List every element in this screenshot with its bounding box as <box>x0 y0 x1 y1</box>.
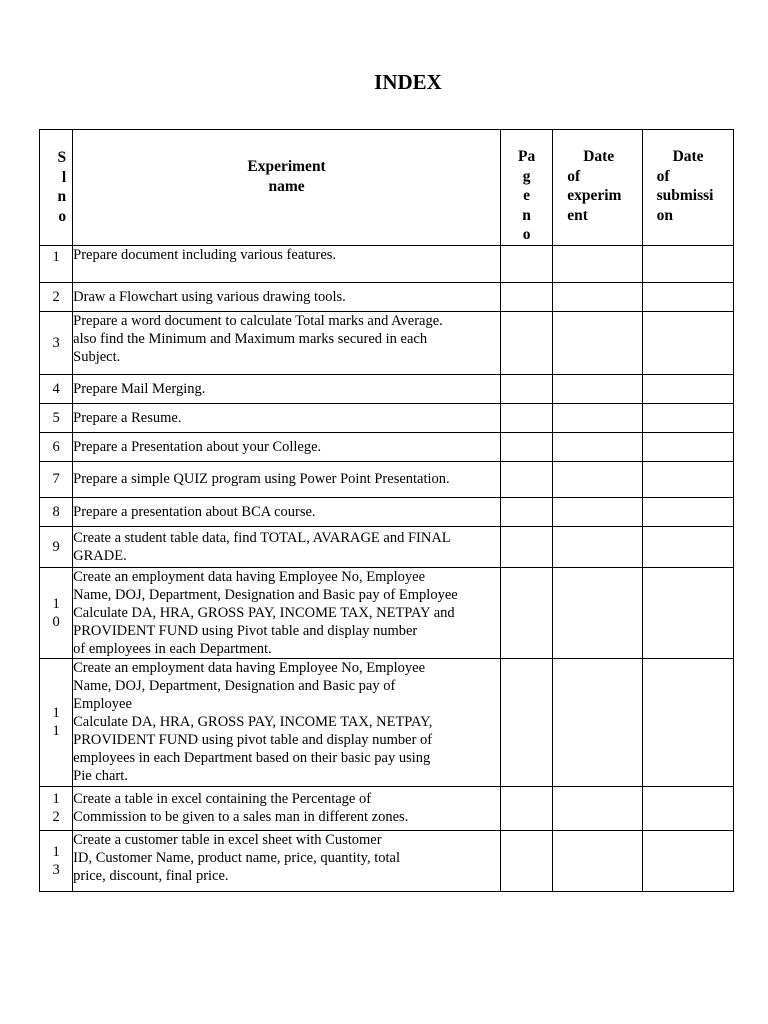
sl-no-digit: 1 <box>52 723 60 739</box>
date-of-experiment-cell <box>553 245 642 282</box>
experiment-line: Name, DOJ, Department, Designation and Basic pay of <box>73 677 396 694</box>
sl-no-digit: 7 <box>52 471 60 487</box>
header-date-exp-line: ent <box>567 206 588 224</box>
sl-no-digit: 1 <box>52 705 60 721</box>
experiment-line: Name, DOJ, Department, Designation and Basic pay of Employee <box>73 586 458 603</box>
date-of-experiment-cell <box>553 282 642 311</box>
page-no-cell <box>500 403 552 432</box>
date-of-submission-cell <box>642 830 733 891</box>
header-sl-char: S <box>57 149 67 166</box>
experiment-line: Employee <box>73 695 132 712</box>
experiment-line: Calculate DA, HRA, GROSS PAY, INCOME TAX, NETPAY and <box>73 604 455 621</box>
experiment-name-cell <box>73 830 501 891</box>
table-row <box>40 245 734 282</box>
experiment-line: employees in each Department based on their basic pay using <box>73 749 431 766</box>
sl-no-digit: 1 <box>52 791 60 807</box>
sl-no-digit: 8 <box>52 503 60 520</box>
date-of-experiment-cell <box>553 658 642 786</box>
sl-no-digit: 5 <box>52 409 60 426</box>
date-of-experiment-cell <box>553 311 642 374</box>
experiment-line: Prepare a Presentation about your College. <box>73 438 322 455</box>
experiment-name-cell <box>73 374 501 403</box>
experiment-name-cell <box>73 403 501 432</box>
sl-no-cell <box>40 245 73 282</box>
sl-no-cell <box>40 658 73 786</box>
date-of-experiment-cell <box>553 497 642 526</box>
page-no-cell <box>500 658 552 786</box>
experiment-line: Draw a Flowchart using various drawing tools. <box>73 288 346 305</box>
experiment-line: GRADE. <box>73 547 127 564</box>
date-of-experiment-cell <box>553 374 642 403</box>
sl-no-cell <box>40 432 73 461</box>
sl-no-digit: 3 <box>52 861 60 878</box>
table-row <box>40 374 734 403</box>
header-date-sub-line: Date <box>672 148 704 165</box>
header-experiment-name <box>73 130 501 246</box>
table-row <box>40 432 734 461</box>
experiment-line: PROVIDENT FUND using pivot table and display number of <box>73 731 433 748</box>
date-of-experiment-cell <box>553 567 642 658</box>
header-date-exp-line: of <box>567 167 581 185</box>
date-of-experiment-cell <box>553 461 642 497</box>
date-of-submission-cell <box>642 374 733 403</box>
sl-no-cell <box>40 526 73 567</box>
experiment-line: of employees in each Department. <box>73 640 272 657</box>
page-title: INDEX <box>374 70 442 94</box>
sl-no-cell <box>40 374 73 403</box>
page-no-cell <box>500 526 552 567</box>
date-of-experiment-cell <box>553 830 642 891</box>
experiment-line: Prepare document including various features. <box>73 246 337 263</box>
experiment-line: Create an employment data having Employee No, Employee <box>73 568 426 585</box>
page-no-cell <box>500 432 552 461</box>
date-of-submission-cell <box>642 526 733 567</box>
header-page-char: g <box>522 167 531 185</box>
header-sl-no <box>40 130 73 246</box>
sl-no-digit: 6 <box>52 438 60 455</box>
sl-no-digit: 0 <box>52 613 60 630</box>
experiment-line: Subject. <box>73 348 121 365</box>
table-row <box>40 461 734 497</box>
header-date-of-experiment <box>553 130 642 246</box>
header-page-char: Pa <box>517 148 536 165</box>
sl-no-digit: 3 <box>52 334 60 351</box>
sl-no-digit: 1 <box>52 595 60 612</box>
table-row <box>40 403 734 432</box>
index-table <box>39 129 734 892</box>
table-row <box>40 282 734 311</box>
experiment-line: ID, Customer Name, product name, price, quantity, total <box>73 849 400 866</box>
date-of-experiment-cell <box>553 403 642 432</box>
experiment-line: Prepare Mail Merging. <box>73 380 206 397</box>
sl-no-digit: 2 <box>52 809 60 825</box>
header-experiment-line: Experiment <box>247 158 326 175</box>
sl-no-cell <box>40 311 73 374</box>
page-no-cell <box>500 497 552 526</box>
table-row <box>40 311 734 374</box>
sl-no-cell <box>40 786 73 830</box>
table-row <box>40 497 734 526</box>
experiment-line: Prepare a simple QUIZ program using Power Point Presentation. <box>73 471 450 487</box>
sl-no-cell <box>40 461 73 497</box>
header-row <box>40 130 734 246</box>
page-no-cell <box>500 311 552 374</box>
experiment-name-cell <box>73 461 501 497</box>
sl-no-digit: 4 <box>52 380 60 397</box>
date-of-submission-cell <box>642 658 733 786</box>
date-of-submission-cell <box>642 567 733 658</box>
experiment-line: Create a student table data, find TOTAL, AVARAGE and FINAL <box>73 529 451 546</box>
sl-no-digit: 1 <box>52 843 60 860</box>
experiment-line: Calculate DA, HRA, GROSS PAY, INCOME TAX, NETPAY, <box>73 713 433 730</box>
page-no-cell <box>500 461 552 497</box>
date-of-submission-cell <box>642 497 733 526</box>
sl-no-cell <box>40 282 73 311</box>
table-row <box>40 567 734 658</box>
page-no-cell <box>500 282 552 311</box>
experiment-line: Prepare a word document to calculate Total marks and Average. <box>73 312 443 329</box>
date-of-submission-cell <box>642 786 733 830</box>
experiment-line: Create a customer table in excel sheet with Customer <box>73 831 382 848</box>
page-no-cell <box>500 830 552 891</box>
table-row <box>40 830 734 891</box>
date-of-experiment-cell <box>553 526 642 567</box>
sl-no-cell <box>40 403 73 432</box>
page-no-cell <box>500 786 552 830</box>
header-sl-char: n <box>57 188 67 205</box>
experiment-line: Pie chart. <box>73 767 128 784</box>
header-date-of-submission <box>642 130 733 246</box>
header-page-no <box>500 130 552 246</box>
header-date-exp-line: experim <box>567 187 622 204</box>
experiment-name-cell <box>73 526 501 567</box>
header-date-sub-line: submissi <box>656 187 714 204</box>
experiment-line: Prepare a presentation about BCA course. <box>73 503 316 520</box>
experiment-name-cell <box>73 282 501 311</box>
header-date-sub-line: of <box>656 167 670 185</box>
experiment-line: price, discount, final price. <box>73 867 229 884</box>
table-row <box>40 786 734 830</box>
header-date-sub-line: on <box>656 206 673 224</box>
table-row <box>40 658 734 786</box>
date-of-submission-cell <box>642 282 733 311</box>
experiment-name-cell <box>73 567 501 658</box>
sl-no-cell <box>40 830 73 891</box>
sl-no-cell <box>40 497 73 526</box>
sl-no-cell <box>40 567 73 658</box>
date-of-experiment-cell <box>553 432 642 461</box>
experiment-line: Create a table in excel containing the Percentage of <box>73 791 372 807</box>
page-no-cell <box>500 374 552 403</box>
header-page-char: o <box>522 226 531 243</box>
experiment-name-cell <box>73 432 501 461</box>
experiment-line: Create an employment data having Employee No, Employee <box>73 659 426 676</box>
sl-no-digit: 2 <box>52 288 60 305</box>
experiment-line: PROVIDENT FUND using Pivot table and display number <box>73 622 418 639</box>
sl-no-digit: 1 <box>52 248 60 265</box>
experiment-name-cell <box>73 245 501 282</box>
experiment-line: Prepare a Resume. <box>73 409 182 426</box>
header-date-exp-line: Date <box>583 148 615 165</box>
experiment-name-cell <box>73 311 501 374</box>
experiment-name-cell <box>73 658 501 786</box>
date-of-submission-cell <box>642 432 733 461</box>
header-experiment-line: name <box>268 177 305 195</box>
date-of-submission-cell <box>642 403 733 432</box>
sl-no-digit: 9 <box>52 538 60 555</box>
date-of-experiment-cell <box>553 786 642 830</box>
experiment-name-cell <box>73 786 501 830</box>
table-row <box>40 526 734 567</box>
experiment-line: Commission to be given to a sales man in different zones. <box>73 809 409 825</box>
page-no-cell <box>500 245 552 282</box>
date-of-submission-cell <box>642 245 733 282</box>
experiment-name-cell <box>73 497 501 526</box>
date-of-submission-cell <box>642 311 733 374</box>
header-page-char: n <box>522 206 531 224</box>
date-of-submission-cell <box>642 461 733 497</box>
header-page-char: e <box>523 187 531 204</box>
experiment-line: also find the Minimum and Maximum marks secured in each <box>73 330 428 347</box>
header-sl-char: o <box>58 207 67 225</box>
header-sl-char: l <box>61 168 67 186</box>
page-no-cell <box>500 567 552 658</box>
